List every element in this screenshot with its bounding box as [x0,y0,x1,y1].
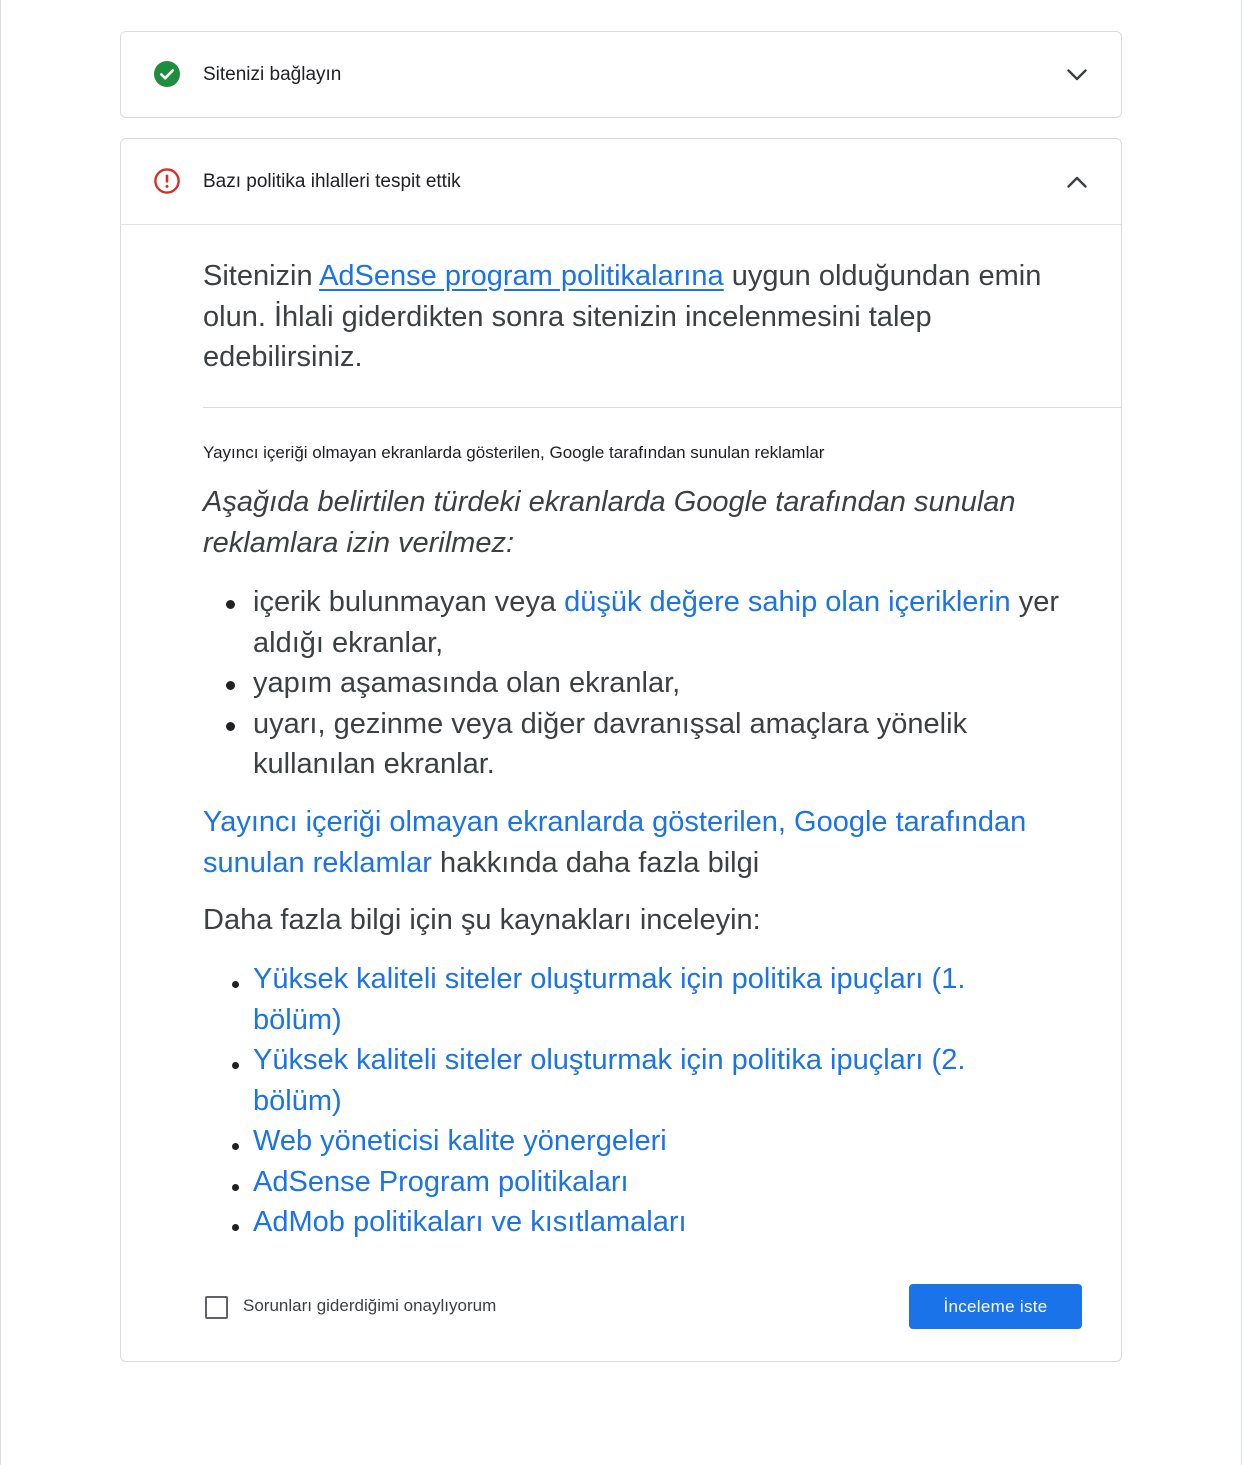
chevron-up-icon[interactable] [1065,170,1089,194]
policy-violation-header[interactable] [121,139,1121,225]
connect-site-card [120,31,1122,118]
policy-violation-card [120,138,1122,1362]
resources-intro: Daha fazla bilgi için şu kaynakları inceleyin: [203,904,761,936]
resource-link[interactable]: Web yöneticisi kalite yönergeleri [203,1121,1023,1162]
violation-list [203,582,1083,785]
list-item [203,582,1083,663]
bullet1-after: yer aldığı ekranlar, [253,586,1059,659]
section-divider [203,407,1121,408]
violation-subtitle: Aşağıda belirtilen türdeki ekranlarda Google tarafından sunulan reklamlara izin verilmez: [203,486,1016,559]
learn-more-link[interactable]: Yayıncı içeriği olmayan ekranlarda gösterilen, Google tarafından sunulan reklamlar [203,806,1027,879]
resource-link[interactable]: AdMob politikaları ve kısıtlamaları [203,1202,1023,1243]
policy-violation-title: Bazı politika ihlalleri tespit ettik [203,171,461,192]
confirm-label[interactable]: Sorunları giderdiğimi onaylıyorum [243,1296,497,1315]
learn-more-after: hakkında daha fazla bilgi [431,846,760,879]
learn-more [203,802,1083,883]
connect-site-header[interactable] [121,32,1121,117]
check-circle-icon [154,61,180,87]
policy-intro [203,256,1083,378]
confirm-checkbox[interactable] [205,1296,228,1319]
resources-list [203,959,1023,1243]
resource-link[interactable]: Yüksek kaliteli siteler oluşturmak için politika ipuçları (2. bölüm) [203,1040,1023,1121]
list-item: yapım aşamasında olan ekranlar, [203,663,1083,704]
intro-text-before: Sitenizin [203,260,320,292]
resource-link[interactable]: Yüksek kaliteli siteler oluşturmak için politika ipuçları (1. bölüm) [203,959,1023,1040]
resource-link[interactable]: AdSense Program politikaları [203,1162,1023,1203]
connect-site-title: Sitenizi bağlayın [203,64,342,85]
request-review-button[interactable]: İnceleme iste [909,1284,1082,1329]
adsense-policies-link[interactable]: AdSense program politikalarına [319,260,724,292]
error-circle-icon [154,168,180,194]
low-value-content-link[interactable]: düşük değere sahip olan içeriklerin [564,586,1011,618]
intro-text-after: uygun olduğundan emin olun. İhlali giderdikten sonra sitenizin incelenmesini talep edebilirsiniz. [203,260,1042,373]
chevron-down-icon[interactable] [1065,63,1089,87]
violation-title: Yayıncı içeriği olmayan ekranlarda gösterilen, Google tarafından sunulan reklamlar [203,443,825,462]
bullet1-before: içerik bulunmayan veya [253,586,565,618]
list-item: uyarı, gezinme veya diğer davranışsal amaçlara yönelik kullanılan ekranlar. [203,704,1083,785]
